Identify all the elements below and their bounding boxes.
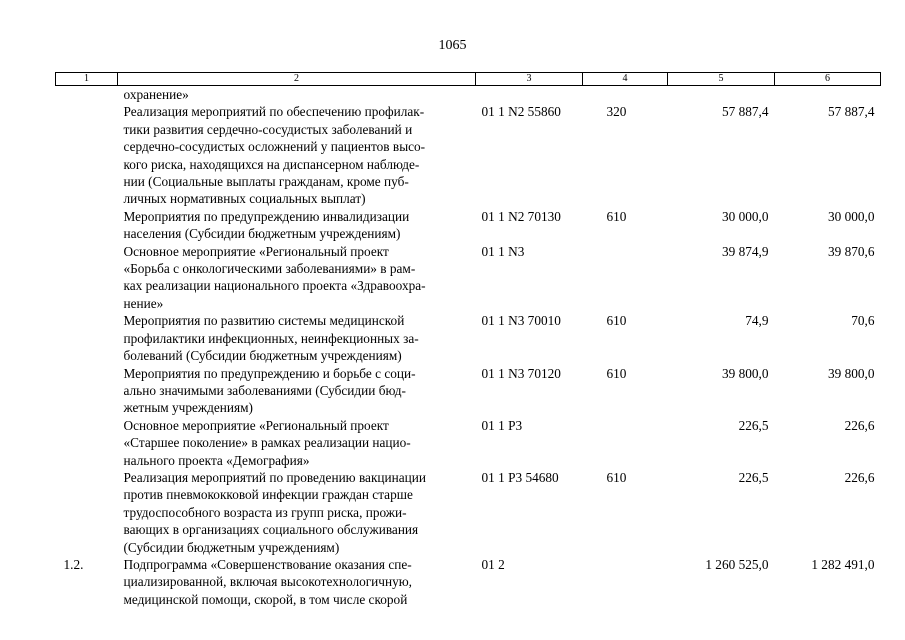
row-value-col6: 30 000,0 (827, 208, 875, 224)
row-name-line: Основное мероприятие «Региональный проект (123, 417, 389, 433)
row-name-line: ках реализации национального проекта «Здравоохра- (123, 278, 426, 294)
row-name-line: Мероприятия по предупреждению и борьбе с соци- (123, 365, 416, 381)
row-value-col6: 226,6 (844, 417, 875, 433)
row-value-col5: 1 260 525,0 (705, 556, 769, 572)
row-number (56, 417, 118, 469)
row-name (118, 103, 476, 207)
row-name-line: циализированной, включая высокотехнологичную, (123, 574, 413, 590)
row-name-line: против пневмококковой инфекции граждан старше (123, 487, 413, 503)
row-name (118, 208, 476, 243)
row-expense-type (583, 86, 668, 104)
row-code: 01 1 N3 70010 (481, 313, 561, 329)
row-value-col6: 70,6 (851, 313, 875, 329)
row-value-col5 (668, 86, 775, 104)
row-number (56, 365, 118, 417)
row-number (56, 243, 118, 313)
table-row (56, 103, 881, 207)
row-code: 01 1 P3 54680 (481, 469, 559, 485)
row-name-line: Подпрограмма «Совершенствование оказания спе- (123, 556, 412, 572)
row-name (118, 86, 476, 104)
row-name-line: медицинской помощи, скорой, в том числе скорой (123, 591, 408, 607)
row-name-line: сердечно-сосудистых осложнений у пациентов высо- (123, 139, 426, 155)
row-name-line: ально значимыми заболеваниями (Субсидии бюд- (123, 382, 406, 398)
column-header-4: 4 (583, 73, 668, 86)
row-number (56, 469, 118, 556)
column-header-2: 2 (118, 73, 476, 86)
row-name-line: «Борьба с онкологическими заболеваниями» в рам- (123, 261, 416, 277)
row-code: 01 1 N2 55860 (481, 104, 561, 120)
row-name (118, 469, 476, 556)
row-name (118, 243, 476, 313)
row-name-line: нального проекта «Демография» (123, 452, 310, 468)
row-expense-type (583, 556, 668, 608)
column-header-5: 5 (668, 73, 775, 86)
row-name-line: нии (Социальные выплаты гражданам, кроме пуб- (123, 174, 409, 190)
row-value-col6: 39 800,0 (827, 365, 875, 381)
row-number: 1.2. (63, 556, 84, 572)
row-expense-type: 610 (606, 365, 627, 381)
row-name-line: нение» (123, 295, 164, 311)
row-expense-type: 610 (606, 208, 627, 224)
row-code (476, 86, 583, 104)
column-header-6: 6 (775, 73, 881, 86)
row-value-col5: 226,5 (738, 469, 769, 485)
budget-table (55, 72, 881, 608)
row-name-line: Основное мероприятие «Региональный проект (123, 243, 389, 259)
row-name-line: Реализация мероприятий по проведению вакцинации (123, 469, 427, 485)
table-row (56, 417, 881, 469)
row-expense-type (583, 243, 668, 313)
row-name-line: «Старшее поколение» в рамках реализации нацио- (123, 435, 411, 451)
row-name-line: вающих в организациях социального обслуживания (123, 522, 419, 538)
row-value-col6: 1 282 491,0 (811, 556, 875, 572)
row-name-line: личных нормативных социальных выплат) (123, 191, 366, 207)
table-row (56, 469, 881, 556)
row-code: 01 1 P3 (481, 417, 523, 433)
row-number (56, 312, 118, 364)
row-expense-type (583, 417, 668, 469)
row-value-col5: 39 800,0 (721, 365, 769, 381)
page-number: 1065 (438, 38, 467, 53)
row-name (118, 365, 476, 417)
row-value-col5: 74,9 (745, 313, 769, 329)
row-value-col6: 226,6 (844, 469, 875, 485)
column-header-1: 1 (56, 73, 118, 86)
row-code: 01 1 N3 70120 (481, 365, 561, 381)
column-header-3: 3 (476, 73, 583, 86)
row-value-col5: 57 887,4 (721, 104, 769, 120)
row-code: 01 1 N2 70130 (481, 208, 561, 224)
row-name-line: (Субсидии бюджетным учреждениям) (123, 539, 340, 555)
table-row (56, 243, 881, 313)
row-value-col5: 226,5 (738, 417, 769, 433)
row-name-line: жетным учреждениям) (123, 400, 253, 416)
row-code: 01 2 (481, 556, 505, 572)
row-name-line: профилактики инфекционных, неинфекционных за- (123, 330, 419, 346)
table-row (56, 312, 881, 364)
row-name-line: Мероприятия по предупреждению инвалидизации (123, 208, 410, 224)
row-name-line: кого риска, находящихся на диспансерном наблюде- (123, 156, 420, 172)
row-name-line: тики развития сердечно-сосудистых заболеваний и (123, 121, 413, 137)
row-expense-type: 610 (606, 313, 627, 329)
row-number (56, 103, 118, 207)
table-row (56, 86, 881, 104)
row-value-col6: 39 870,6 (827, 243, 875, 259)
row-value-col6: 57 887,4 (827, 104, 875, 120)
table-row (56, 365, 881, 417)
row-name-line: охранение» (123, 87, 189, 102)
row-name (118, 312, 476, 364)
row-name (118, 556, 476, 608)
row-number (56, 208, 118, 243)
row-name (118, 417, 476, 469)
row-name-line: населения (Субсидии бюджетным учреждениям) (123, 226, 401, 242)
row-name-line: Мероприятия по развитию системы медицинской (123, 313, 405, 329)
row-name-line: Реализация мероприятий по обеспечению профилак- (123, 104, 425, 120)
row-expense-type: 610 (606, 469, 627, 485)
row-code: 01 1 N3 (481, 243, 525, 259)
row-expense-type: 320 (606, 104, 627, 120)
table-header (56, 73, 881, 86)
row-value-col5: 30 000,0 (721, 208, 769, 224)
table-row (56, 208, 881, 243)
row-name-line: трудоспособного возраста из групп риска, прожи- (123, 504, 407, 520)
row-number (56, 86, 118, 104)
row-value-col6 (775, 86, 881, 104)
table-row (56, 556, 881, 608)
row-name-line: болеваний (Субсидии бюджетным учреждениям) (123, 348, 402, 364)
row-value-col5: 39 874,9 (721, 243, 769, 259)
table-body (56, 86, 881, 609)
